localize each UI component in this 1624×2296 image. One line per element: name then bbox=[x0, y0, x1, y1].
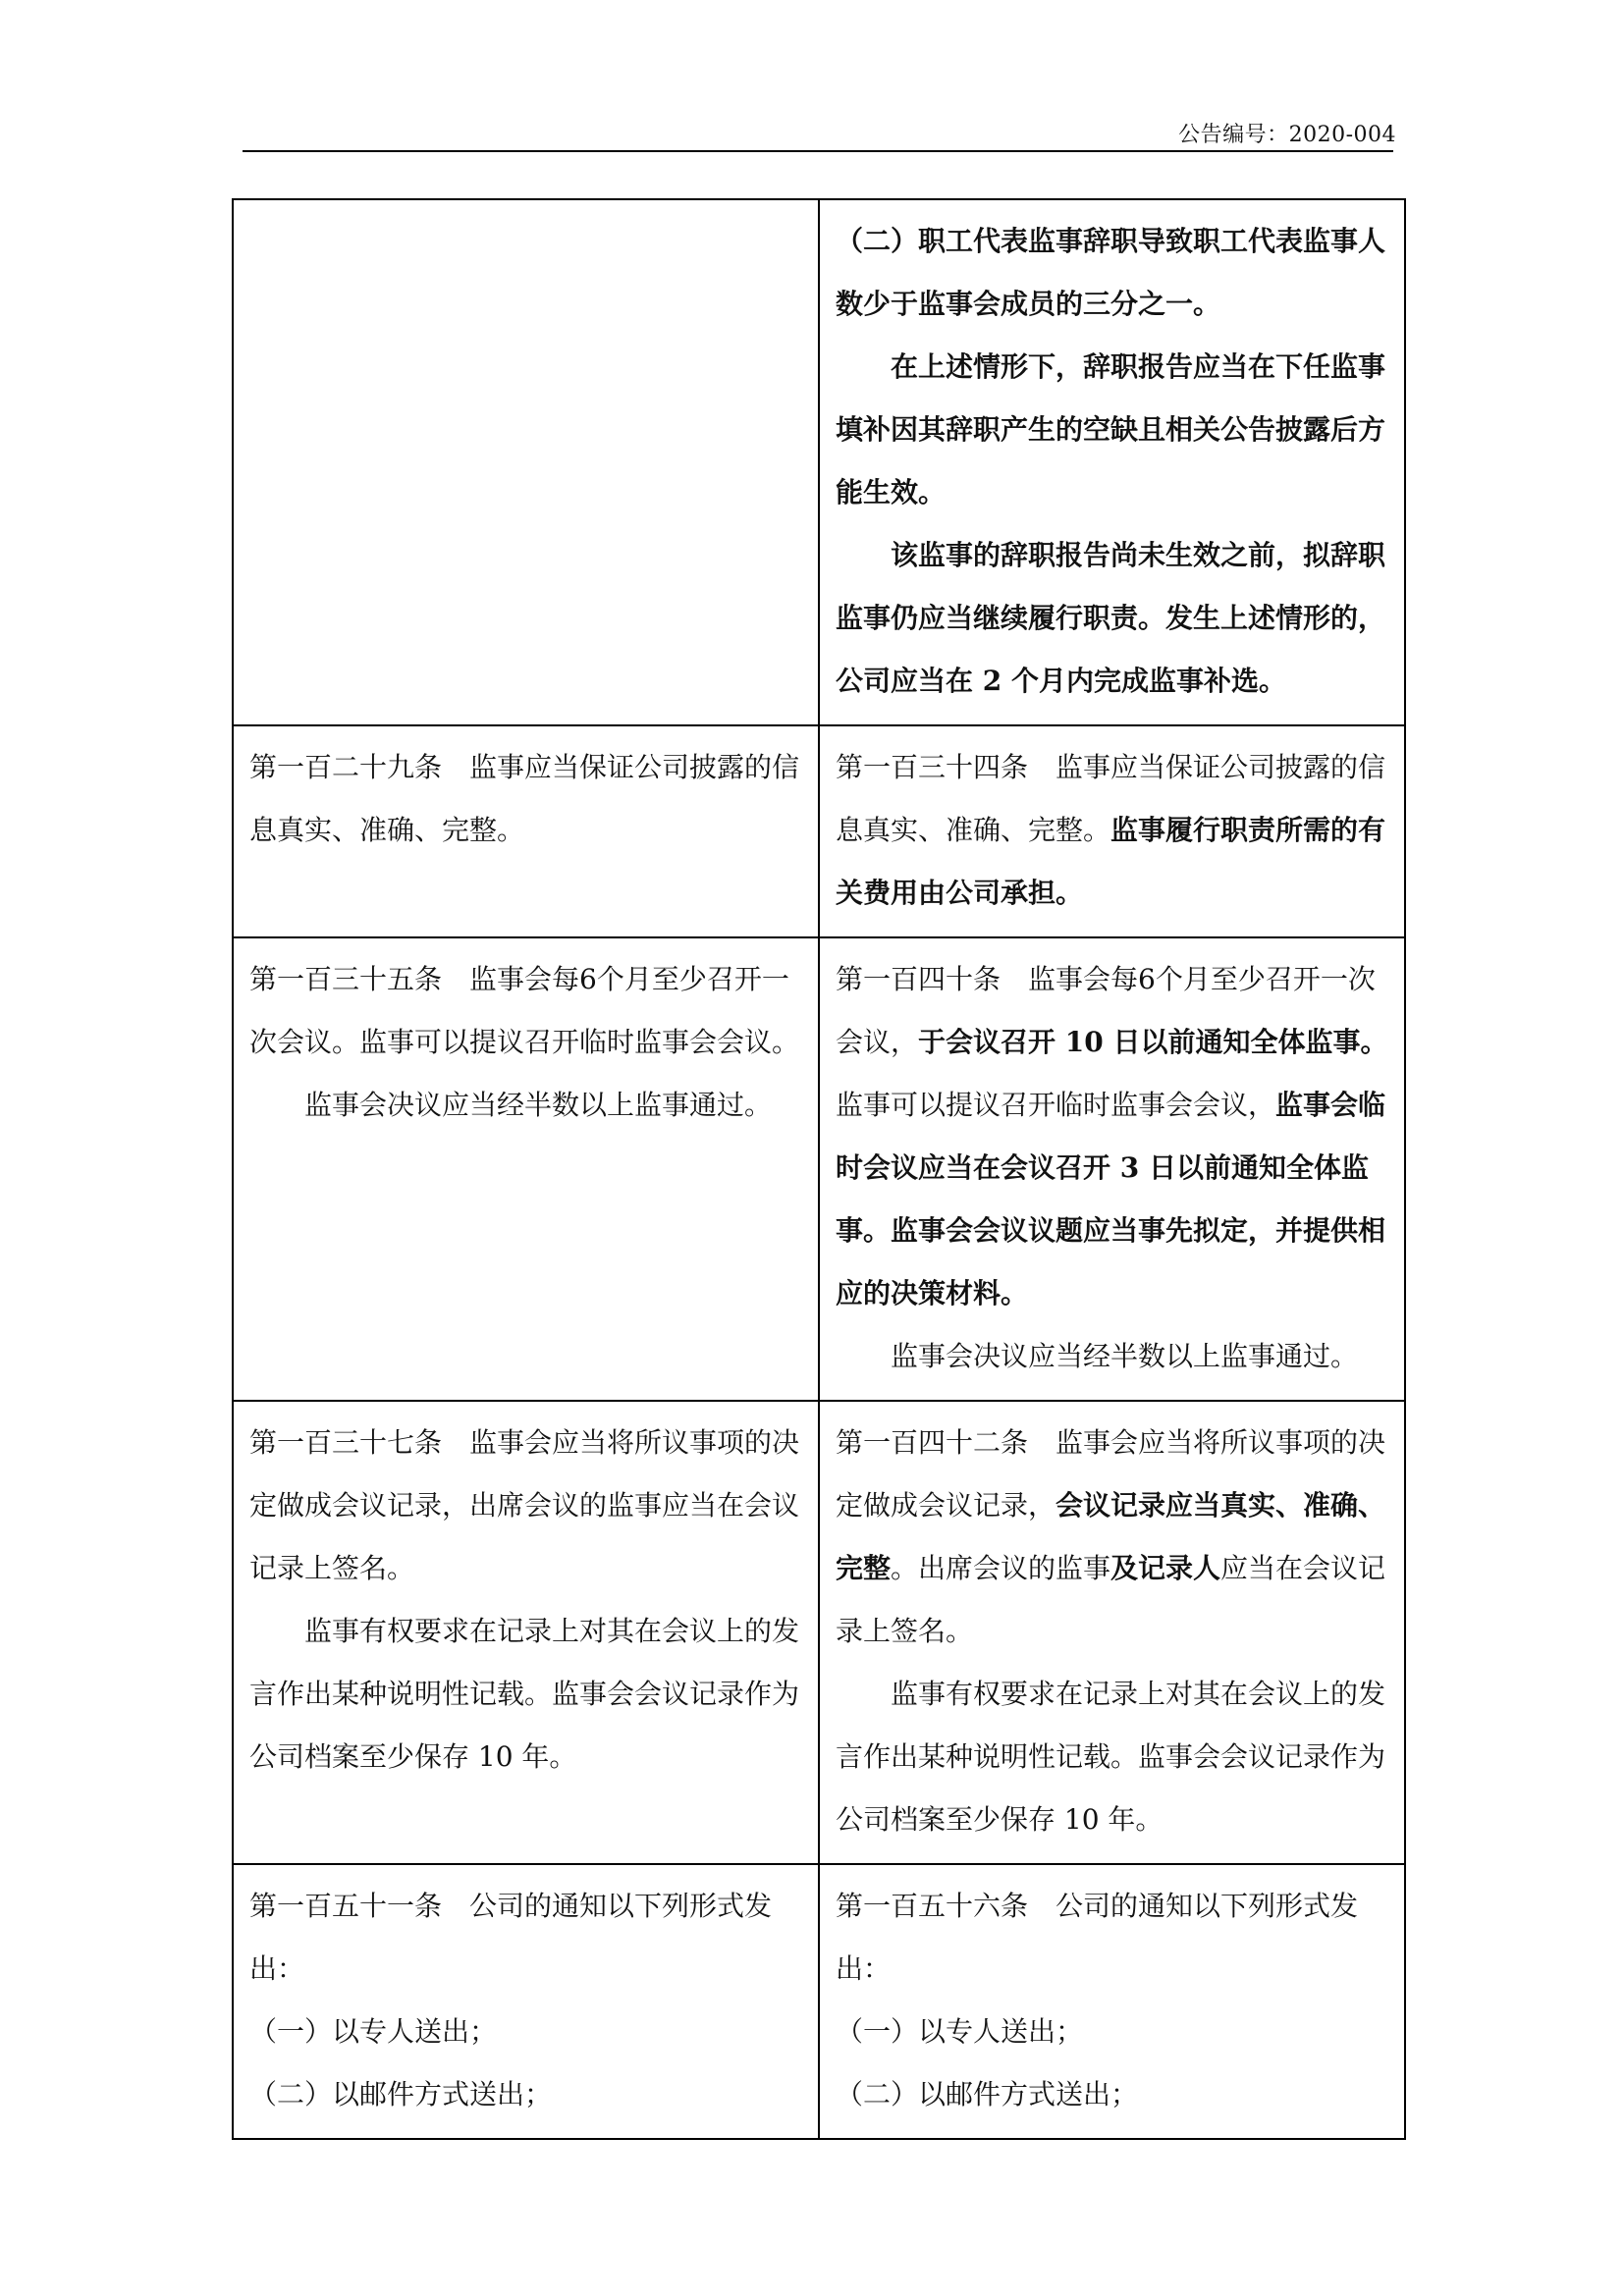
amended-text: 监事履行职责所需的有关费用由公司承担。 bbox=[836, 814, 1386, 909]
clause-text: 第一百五十六条 公司的通知以下列形式发出： bbox=[836, 1890, 1359, 1985]
amended-clause-cell bbox=[819, 725, 1405, 937]
clause-text: 。出席会议的监事 bbox=[891, 1552, 1111, 1584]
clause-paragraph bbox=[249, 2001, 804, 2063]
table-row bbox=[233, 1864, 1405, 2139]
clause-paragraph bbox=[249, 1412, 804, 1600]
original-clause-cell bbox=[233, 199, 819, 725]
table-row bbox=[233, 937, 1405, 1401]
clause-text: 应当在会议记录上签名。 bbox=[836, 1552, 1386, 1647]
clause-text: 监事有权要求在记录上对其在会议上的发言作出某种说明性记载。监事会会议记录作为公司档案至少保存 10 年。 bbox=[249, 1615, 800, 1773]
amended-clause-cell bbox=[819, 1401, 1405, 1864]
clause-text: 监事可以提议召开临时监事会会议， bbox=[836, 1089, 1276, 1121]
clause-paragraph bbox=[836, 210, 1390, 336]
clause-text: 第一百三十七条 监事会应当将所议事项的决定做成会议记录，出席会议的监事应当在会议记录上签名。 bbox=[249, 1426, 800, 1584]
clause-paragraph bbox=[249, 1600, 804, 1789]
clause-text: 第一百二十九条 监事应当保证公司披露的信息真实、准确、完整。 bbox=[249, 751, 800, 846]
clause-paragraph bbox=[249, 736, 804, 862]
clause-paragraph bbox=[249, 948, 804, 1074]
clause-text: （二）以邮件方式送出； bbox=[249, 2078, 553, 2110]
original-clause-cell bbox=[233, 725, 819, 937]
amended-text: 该监事的辞职报告尚未生效之前，拟辞职监事仍应当继续履行职责。发生上述情形的，公司应当在 2 个月内完成监事补选。 bbox=[836, 539, 1386, 697]
amended-clause-cell bbox=[819, 199, 1405, 725]
clause-text: 第一百四十条 监事会每6个月至少召开一次会议， bbox=[836, 963, 1376, 1058]
comparison-table bbox=[232, 198, 1406, 2140]
clause-paragraph bbox=[836, 1663, 1390, 1851]
original-clause-cell bbox=[233, 1864, 819, 2139]
clause-text: （一）以专人送出； bbox=[249, 2015, 498, 2048]
clause-paragraph bbox=[836, 2063, 1390, 2126]
table-row bbox=[233, 725, 1405, 937]
clause-text: 监事会决议应当经半数以上监事通过。 bbox=[891, 1340, 1359, 1372]
clause-paragraph bbox=[836, 736, 1390, 925]
amended-text: （二）职工代表监事辞职导致职工代表监事人数少于监事会成员的三分之一。 bbox=[836, 225, 1386, 320]
amended-clause-cell bbox=[819, 1864, 1405, 2139]
clause-paragraph bbox=[836, 948, 1390, 1325]
clause-paragraph bbox=[249, 1875, 804, 2001]
clause-paragraph bbox=[836, 1875, 1390, 2001]
clause-paragraph bbox=[836, 1412, 1390, 1663]
clause-text: 监事有权要求在记录上对其在会议上的发言作出某种说明性记载。监事会会议记录作为公司档案至少保存 10 年。 bbox=[836, 1678, 1386, 1836]
original-clause-cell bbox=[233, 1401, 819, 1864]
header-rule bbox=[243, 150, 1393, 152]
notice-number: 公告编号：2020-004 bbox=[1178, 123, 1396, 147]
amended-text: 会议记录应当真实、准确、完整 bbox=[836, 1489, 1386, 1584]
clause-text: 第一百五十一条 公司的通知以下列形式发出： bbox=[249, 1890, 773, 1985]
clause-text: 第一百三十五条 监事会每6个月至少召开一次会议。监事可以提议召开临时监事会会议。 bbox=[249, 963, 800, 1058]
table-row bbox=[233, 199, 1405, 725]
clause-paragraph bbox=[836, 1325, 1390, 1388]
clause-paragraph bbox=[836, 2001, 1390, 2063]
original-clause-cell bbox=[233, 937, 819, 1401]
amended-text: 及记录人 bbox=[1110, 1552, 1221, 1584]
clause-paragraph bbox=[249, 2063, 804, 2126]
comparison-table-body bbox=[233, 199, 1405, 2139]
clause-paragraph bbox=[836, 524, 1390, 713]
table-row bbox=[233, 1401, 1405, 1864]
clause-text: 监事会决议应当经半数以上监事通过。 bbox=[304, 1089, 773, 1121]
amended-text: 在上述情形下，辞职报告应当在下任监事填补因其辞职产生的空缺且相关公告披露后方能生效。 bbox=[836, 350, 1386, 508]
clause-text: （二）以邮件方式送出； bbox=[836, 2078, 1139, 2110]
clause-text: （一）以专人送出； bbox=[836, 2015, 1084, 2048]
clause-text: 第一百四十二条 监事会应当将所议事项的决定做成会议记录， bbox=[836, 1426, 1386, 1522]
amended-text: 监事会临时会议应当在会议召开 3 日以前通知全体监事。监事会会议议题应当事先拟定，并提供相应的决策材料。 bbox=[836, 1089, 1386, 1309]
clause-paragraph bbox=[836, 336, 1390, 524]
clause-text: 第一百三十四条 监事应当保证公司披露的信息真实、准确、完整。 bbox=[836, 751, 1386, 846]
amended-clause-cell bbox=[819, 937, 1405, 1401]
amended-text: 于会议召开 10 日以前通知全体监事。 bbox=[918, 1026, 1388, 1058]
clause-paragraph bbox=[249, 1074, 804, 1137]
